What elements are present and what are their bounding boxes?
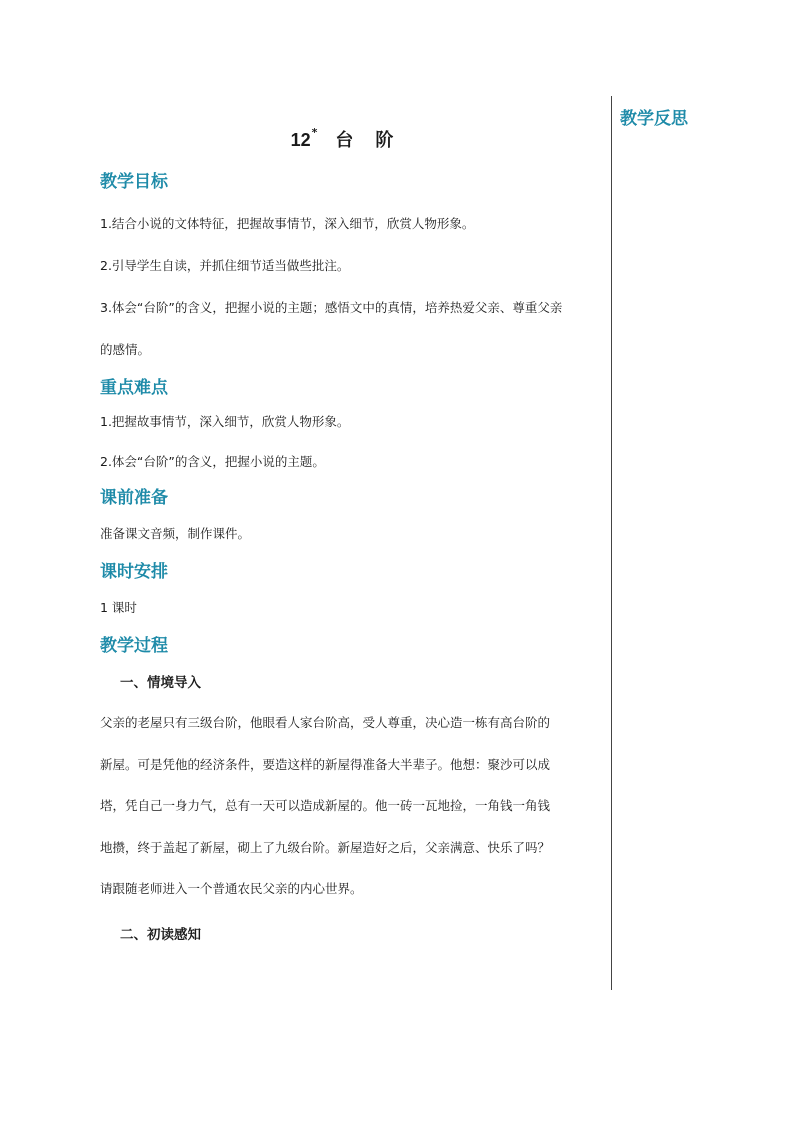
- goal-item-continued: 的感情。: [100, 342, 151, 357]
- goal-item: 2.引导学生自读，并抓住细节适当做些批注。: [100, 258, 350, 273]
- key-points-heading: 重点难点: [100, 378, 168, 398]
- schedule-heading: 课时安排: [100, 562, 168, 582]
- intro-paragraph-line: 塔，凭自己一身力气，总有一天可以造成新屋的。他一砖一瓦地捡，一角钱一角钱: [100, 798, 551, 813]
- goal-item: 3.体会“台阶”的含义，把握小说的主题；感悟文中的真情，培养热爱父亲、尊重父亲: [100, 300, 563, 315]
- goal-item: 1.结合小说的文体特征，把握故事情节，深入细节，欣赏人物形象。: [100, 216, 475, 231]
- prep-heading: 课前准备: [100, 488, 168, 508]
- key-point-item: 1.把握故事情节，深入细节，欣赏人物形象。: [100, 414, 350, 429]
- intro-subheading: 一、情境导入: [120, 675, 201, 691]
- intro-paragraph-line: 父亲的老屋只有三级台阶，他眼看人家台阶高，受人尊重，决心造一栋有高台阶的: [100, 715, 551, 730]
- goals-heading: 教学目标: [100, 172, 168, 192]
- reading-subheading: 二、初读感知: [120, 926, 201, 943]
- schedule-text: 1 课时: [100, 600, 137, 615]
- lesson-title: [100, 118, 606, 151]
- process-heading: 教学过程: [100, 636, 168, 656]
- lesson-number: 12: [290, 130, 311, 150]
- intro-paragraph-line: 新屋。可是凭他的经济条件，要造这样的新屋得准备大半辈子。他想：聚沙可以成: [100, 756, 551, 772]
- lesson-plan: [100, 96, 606, 946]
- lesson-title-text: 台阶: [335, 130, 416, 151]
- margin-divider: [611, 96, 612, 990]
- intro-paragraph-line: 地攒，终于盖起了新屋，砌上了九级台阶。新屋造好之后，父亲满意、快乐了吗？: [100, 839, 551, 855]
- intro-paragraph-line: 请跟随老师进入一个普通农民父亲的内心世界。: [100, 881, 363, 896]
- prep-text: 准备课文音频，制作课件。: [100, 526, 251, 541]
- key-point-item: 2.体会“台阶”的含义，把握小说的主题。: [100, 454, 325, 469]
- reflection-heading: 教学反思: [620, 109, 688, 129]
- lesson-mark: *: [311, 126, 318, 139]
